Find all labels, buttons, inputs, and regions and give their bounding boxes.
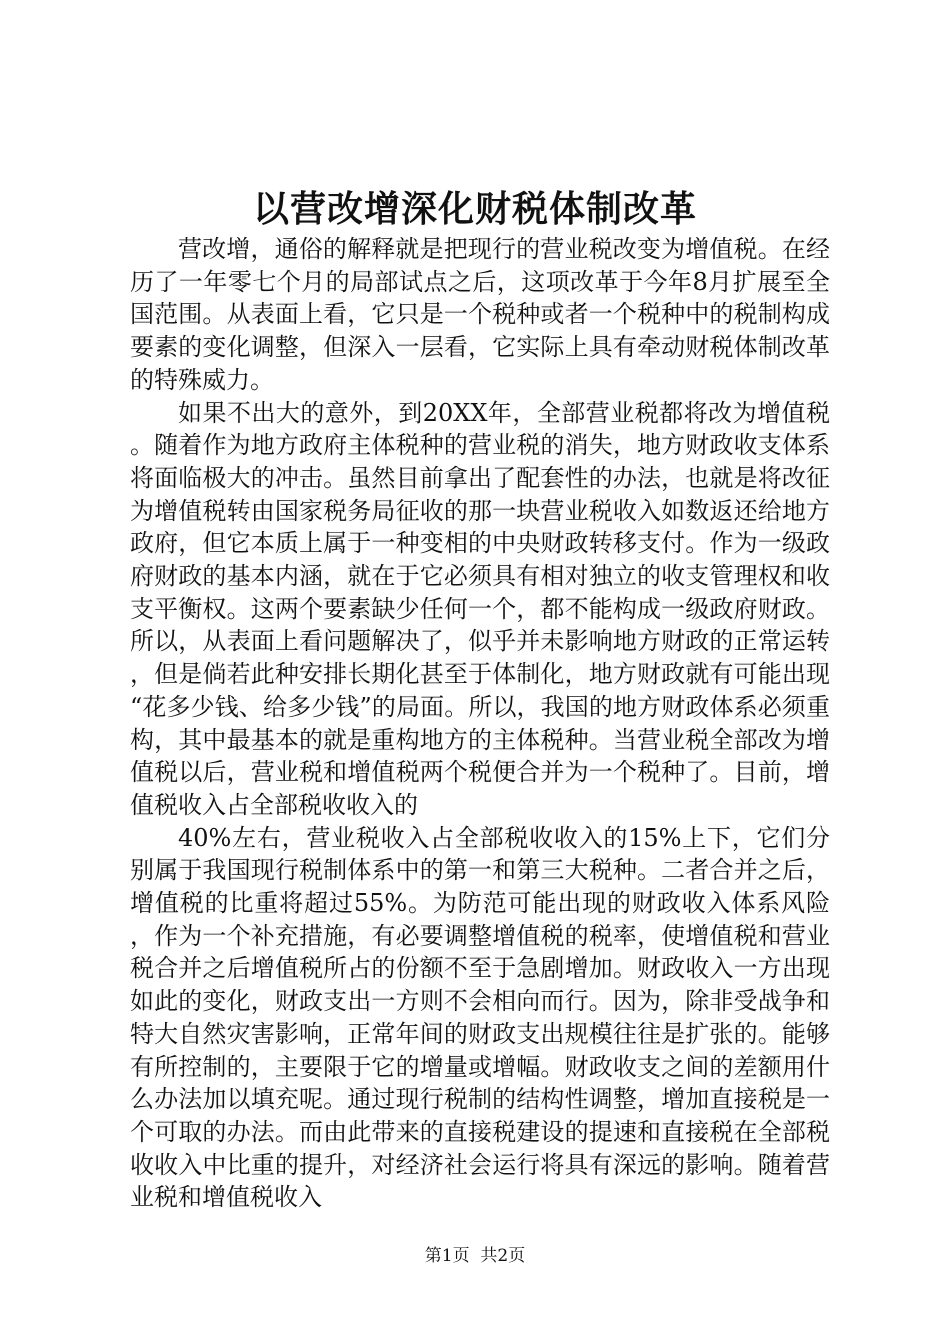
footer-separator <box>470 1246 481 1266</box>
paragraph-1: 营改增，通俗的解释就是把现行的营业税改变为增值税。在经历了一年零七个月的局部试点之后，这项改革于今年8月扩展至全国范围。从表面上看，它只是一个税种或者一个税种中的税制构成要素的变化调整，但深入一层看，它实际上具有牵动财税体制改革的特殊威力。 <box>130 235 830 394</box>
paragraph-3: 40%左右，营业税收入占全部税收收入的15%上下，它们分别属于我国现行税制体系中的第一和第三大税种。二者合并之后，增值税的比重将超过55%。为防范可能出现的财政收入体系风险，作为一个补充措施，有必要调整增值税的税率，使增值税和营业税合并之后增值税所占的份额不至于急剧增加。财政收入一方出现如此的变化，财政支出一方则不会相向而行。因为，除非受战争和特大自然灾害影响，正常年间的财政支出规模往往是扩张的。能够有所控制的，主要限于它的增量或增幅。财政收支之间的差额用什么办法加以填充呢。通过现行税制的结构性调整，增加直接税是一个可取的办法。而由此带来的直接税建设的提速和直接税在全部税收收入中比重的提升，对经济社会运行将具有深远的影响。随着营业税和增值税收入 <box>130 823 830 1212</box>
document-body <box>130 233 830 1214</box>
document-title: 以营改增深化财税体制改革 <box>252 188 697 230</box>
page-footer <box>0 1244 950 1268</box>
page-number: 第1页 <box>424 1246 470 1266</box>
paragraph-2: 如果不出大的意外，到20XX年，全部营业税都将改为增值税。随着作为地方政府主体税种的营业税的消失，地方财政收支体系将面临极大的冲击。虽然目前拿出了配套性的办法，也就是将改征为增值税转由国家税务局征收的那一块营业税收入如数返还给地方政府，但它本质上属于一种变相的中央财政转移支付。作为一级政府财政的基本内涵，就在于它必须具有相对独立的收支管理权和收支平衡权。这两个要素缺少任何一个，都不能构成一级政府财政。所以，从表面上看问题解决了，似乎并未影响地方财政的正常运转，但是倘若此种安排长期化甚至于体制化，地方财政就有可能出现“花多少钱、给多少钱”的局面。所以，我国的地方财政体系必须重构，其中最基本的就是重构地方的主体税种。当营业税全部改为增值税以后，营业税和增值税两个税便合并为一个税种了。目前，增值税收入占全部税收收入的 <box>130 398 830 819</box>
page-total: 共2页 <box>480 1246 526 1266</box>
